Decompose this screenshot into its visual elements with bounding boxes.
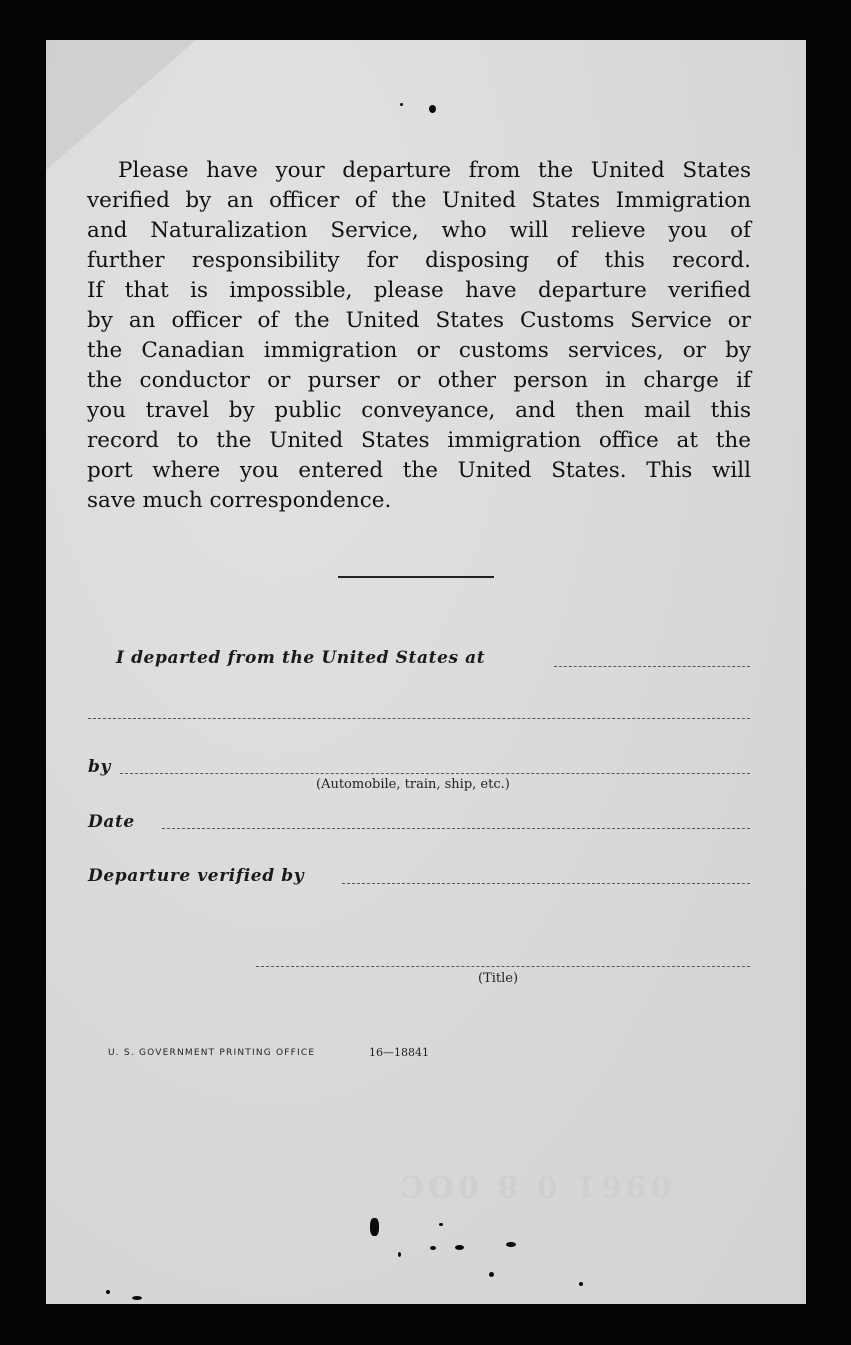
instructions-line: save much correspondence. — [87, 488, 392, 513]
instructions-line: the Canadian immigration or customs services, or by — [87, 338, 751, 363]
departed-place-field[interactable] — [554, 666, 750, 667]
form-number: 16—18841 — [369, 1046, 429, 1059]
title-field[interactable] — [256, 966, 750, 967]
scan-speck — [489, 1272, 494, 1277]
scan-speck — [429, 105, 436, 113]
instructions-line: by an officer of the United States Customs Service or — [87, 308, 751, 333]
verified-by-label: Departure verified by — [88, 866, 305, 886]
scan-speck — [370, 1218, 379, 1236]
section-divider — [338, 576, 494, 578]
conveyance-field[interactable] — [120, 773, 750, 774]
instructions-line: and Naturalization Service, who will relieve you of — [87, 218, 751, 243]
instructions-line: If that is impossible, please have departure verified — [87, 278, 751, 303]
scan-speck — [430, 1246, 436, 1250]
scan-speck — [506, 1242, 516, 1247]
scan-speck — [439, 1223, 443, 1226]
scan-speck — [455, 1245, 464, 1250]
instructions-line: record to the United States immigration office at the — [87, 428, 751, 453]
scan-speck — [132, 1296, 142, 1300]
departed-place-field-continued[interactable] — [88, 718, 750, 719]
date-label: Date — [88, 812, 135, 832]
scan-speck — [579, 1282, 583, 1286]
scan-speck — [398, 1252, 401, 1257]
faint-date-stamp: 0961 0 8 0OC — [396, 1168, 672, 1203]
instructions-paragraph — [87, 156, 751, 516]
instructions-line: port where you entered the United States. This will — [87, 458, 751, 483]
title-caption: (Title) — [478, 971, 519, 986]
scan-speck — [106, 1290, 110, 1294]
document-page — [46, 40, 806, 1304]
verified-by-field[interactable] — [342, 883, 750, 884]
date-field[interactable] — [162, 828, 750, 829]
conveyance-caption: (Automobile, train, ship, etc.) — [316, 777, 510, 792]
instructions-line: you travel by public conveyance, and then mail this — [87, 398, 751, 423]
instructions-line: Please have your departure from the United States — [118, 158, 751, 183]
instructions-line: further responsibility for disposing of this record. — [87, 248, 751, 273]
folded-corner — [46, 40, 196, 170]
printer-imprint: U. S. GOVERNMENT PRINTING OFFICE — [108, 1048, 316, 1058]
scan-speck — [400, 103, 403, 106]
instructions-line: verified by an officer of the United States Immigration — [87, 188, 751, 213]
by-label: by — [88, 757, 111, 777]
instructions-line: the conductor or purser or other person in charge if — [87, 368, 751, 393]
departed-label: I departed from the United States at — [116, 648, 486, 668]
